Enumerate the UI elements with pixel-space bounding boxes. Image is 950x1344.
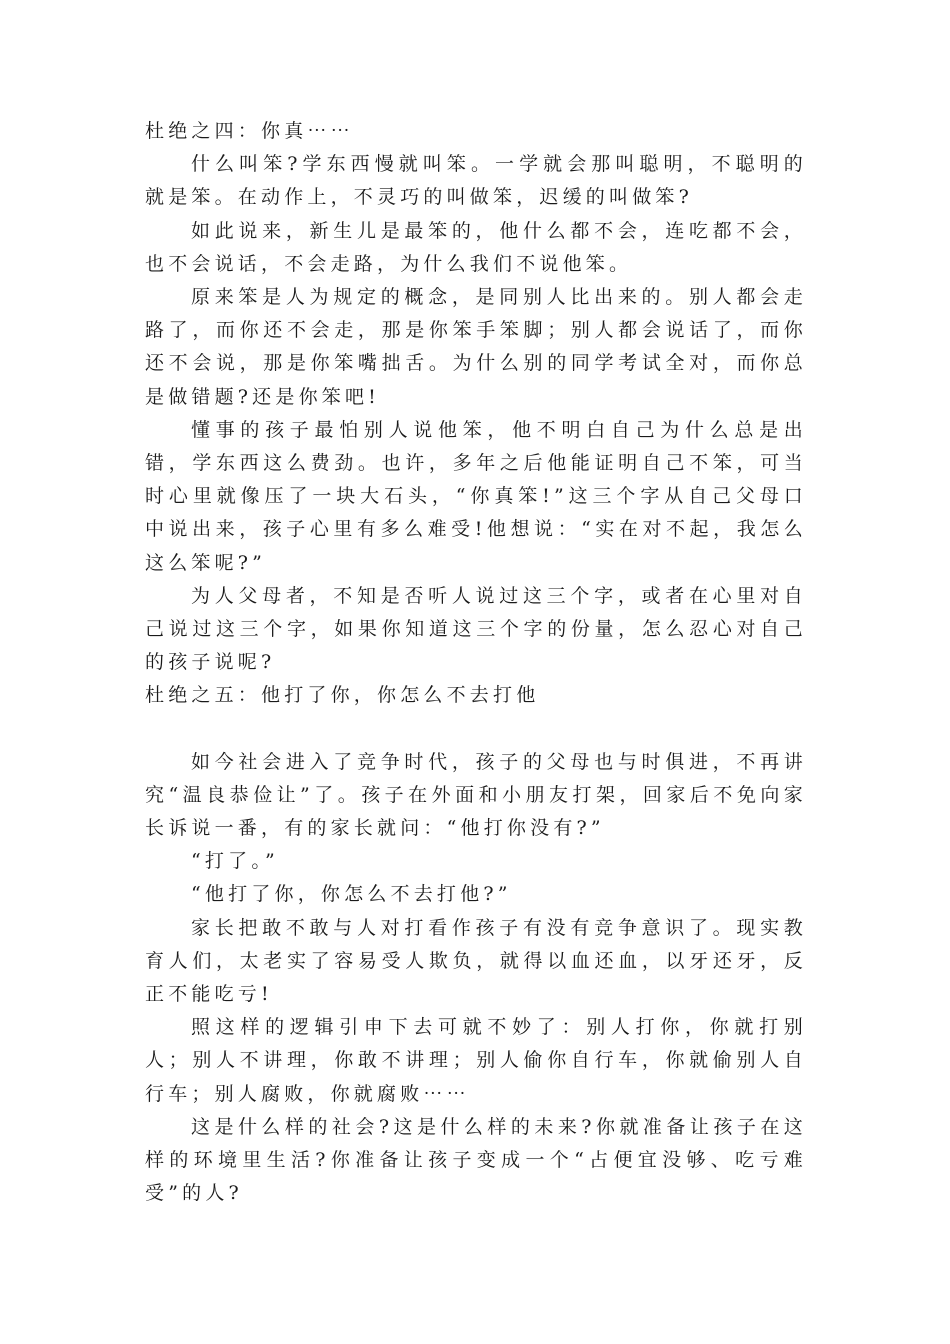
- paragraph: 原来笨是人为规定的概念，是同别人比出来的。别人都会走路了，而你还不会走，那是你笨手笨脚；别人都会说话了，而你还不会说，那是你笨嘴拙舌。为什么别的同学考试全对，而你总是做错题?还是你笨吧!: [145, 286, 807, 408]
- paragraph: “打了。”: [191, 850, 279, 873]
- paragraph: 为人父母者，不知是否听人说过这三个字，或者在心里对自己说过这三个字，如果你知道这三个字的份量，怎么忍心对自己的孩子说呢?: [145, 584, 807, 674]
- paragraph: 什么叫笨?学东西慢就叫笨。一学就会那叫聪明，不聪明的就是笨。在动作上，不灵巧的叫做笨，迟缓的叫做笨?: [145, 153, 807, 209]
- section-heading: 杜绝之五：他打了你，你怎么不去打他: [145, 684, 540, 707]
- paragraph: 如今社会进入了竞争时代，孩子的父母也与时俱进，不再讲究“温良恭俭让”了。孩子在外面和小朋友打架，回家后不免向家长诉说一番，有的家长就问：“他打你没有?”: [145, 750, 807, 840]
- document-page: [145, 115, 807, 1211]
- paragraph: 如此说来，新生儿是最笨的，他什么都不会，连吃都不会，也不会说话，不会走路，为什么我们不说他笨。: [145, 219, 807, 275]
- section-heading: 杜绝之四：你真⋯⋯: [145, 120, 354, 142]
- paragraph: 懂事的孩子最怕别人说他笨，他不明白自己为什么总是出错，学东西这么费劲。也许，多年之后他能证明自己不笨，可当时心里就像压了一块大石头，“你真笨!”这三个字从自己父母口中说出来，孩子心里有多么难受!他想说：“实在对不起，我怎么这么笨呢?”: [145, 418, 807, 574]
- paragraph: 这是什么样的社会?这是什么样的未来?你就准备让孩子在这样的环境里生活?你准备让孩子变成一个“占便宜没够、吃亏难受”的人?: [145, 1115, 807, 1205]
- paragraph: 家长把敢不敢与人对打看作孩子有没有竞争意识了。现实教育人们，太老实了容易受人欺负，就得以血还血，以牙还牙，反正不能吃亏!: [145, 916, 807, 1006]
- blank-line: [145, 713, 807, 746]
- paragraph: “他打了你，你怎么不去打他?”: [191, 883, 512, 906]
- paragraph: 照这样的逻辑引申下去可就不妙了：别人打你，你就打别人；别人不讲理，你敢不讲理；别人偷你自行车，你就偷别人自行车；别人腐败，你就腐败⋯⋯: [145, 1016, 807, 1105]
